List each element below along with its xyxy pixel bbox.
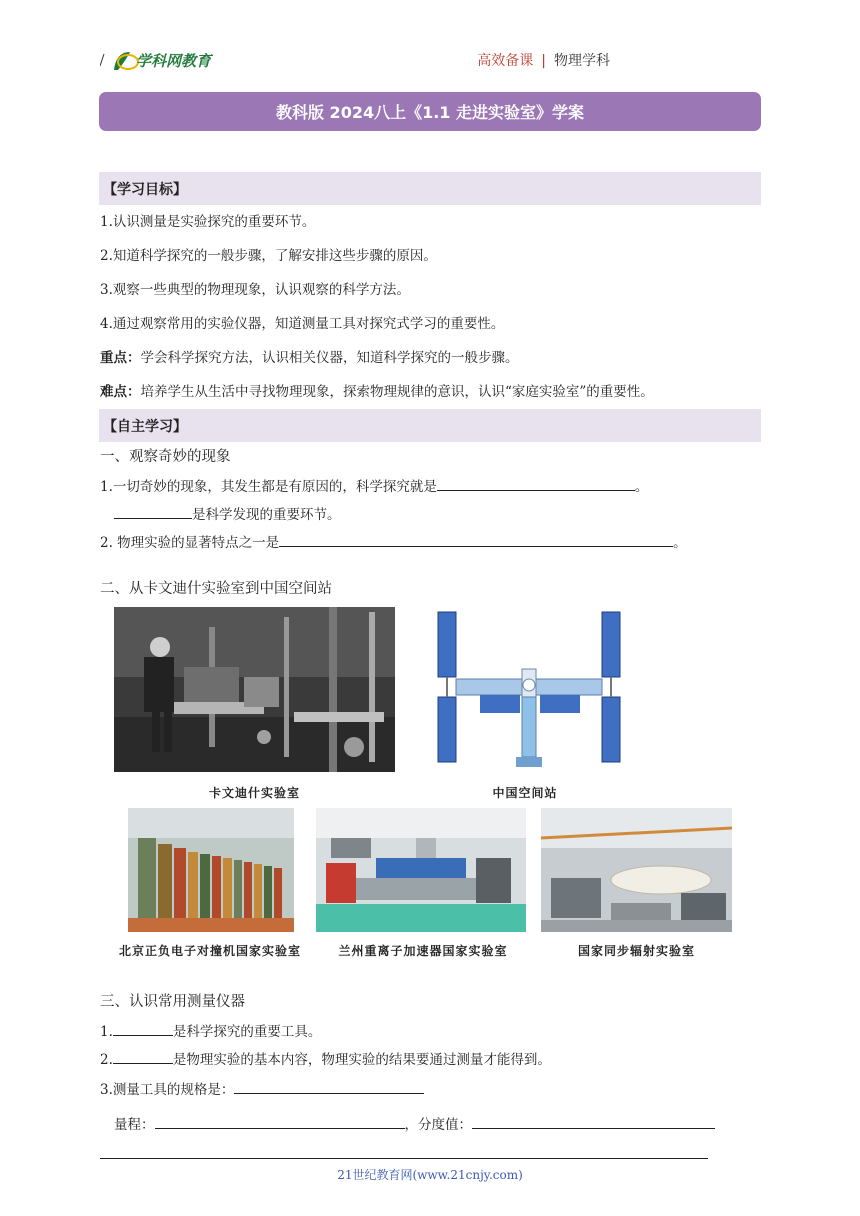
blank-field[interactable]: [279, 532, 673, 547]
caption-synchrotron: 国家同步辐射实验室: [577, 944, 695, 958]
lanzhou-accelerator-photo: [316, 808, 526, 932]
header-tag-1: 高效备课: [477, 53, 534, 69]
division-label: ，分度值：: [404, 1117, 472, 1133]
question-3-1-text: 是科学探究的重要工具。: [172, 1024, 322, 1040]
footer-link[interactable]: 21世纪教育网(www.21cnjy.com): [337, 1168, 523, 1182]
header-separator: |: [541, 53, 546, 69]
question-1b: [114, 504, 341, 525]
synchrotron-lab-photo: [541, 808, 732, 932]
question-2-end: 。: [673, 535, 687, 551]
cavendish-lab-photo: [114, 607, 395, 772]
question-3-1-number: 1.: [100, 1024, 113, 1040]
section-heading-goals: 【学习目标】: [99, 172, 761, 205]
key-point: [100, 348, 519, 368]
question-3-2: [100, 1049, 551, 1070]
header-tags: [477, 50, 610, 70]
question-2-text: 2. 物理实验的显著特点之一是: [100, 535, 280, 551]
section-heading-self-study: 【自主学习】: [99, 409, 761, 442]
question-3-2-number: 2.: [100, 1052, 113, 1068]
logo: [100, 46, 220, 74]
question-3-2-text: 是物理实验的基本内容，物理实验的结果要通过测量才能得到。: [172, 1052, 551, 1068]
difficult-point: [100, 382, 654, 402]
caption-cavendish: 卡文迪什实验室: [208, 786, 300, 800]
caption-station: 中国空间站: [492, 786, 558, 800]
goal-item-1: 1.认识测量是实验探究的重要环节。: [100, 214, 316, 230]
part2-title: 二、从卡文迪什实验室到中国空间站: [100, 581, 332, 597]
goal-item-2: 2.知道科学探究的一般步骤，了解安排这些步骤的原因。: [100, 248, 437, 264]
page-title: 教科版 2024八上《1.1 走进实验室》学案: [99, 92, 761, 131]
difficult-point-text: 培养学生从生活中寻找物理现象，探索物理规律的意识，认识“家庭实验室”的重要性。: [140, 384, 654, 400]
blank-field[interactable]: [114, 504, 192, 519]
range-and-division: [114, 1114, 715, 1135]
range-label: 量程：: [114, 1117, 155, 1133]
question-1a-text: 1.一切奇妙的现象，其发生都是有原因的，科学探究就是: [100, 479, 437, 495]
footer-divider: [100, 1158, 708, 1159]
goal-item-3: 3.观察一些典型的物理现象，认识观察的科学方法。: [100, 282, 410, 298]
header-tag-2: 物理学科: [554, 53, 610, 69]
difficult-point-label: 难点：: [100, 384, 141, 400]
blank-field[interactable]: [234, 1079, 424, 1094]
question-1b-text: 是科学发现的重要环节。: [192, 507, 341, 523]
blank-field[interactable]: [437, 476, 635, 491]
question-3-1: [100, 1021, 321, 1042]
goal-item-4: 4.通过观察常用的实验仪器，知道测量工具对探究式学习的重要性。: [100, 316, 505, 332]
question-3-3: [100, 1079, 424, 1100]
caption-lanzhou: 兰州重离子加速器国家实验室: [338, 944, 508, 958]
logo-text: 学科网教育: [136, 52, 212, 70]
space-station-image: [430, 607, 630, 772]
question-1a-end: 。: [634, 479, 649, 495]
caption-beijing: 北京正负电子对撞机国家实验室: [118, 944, 301, 958]
range-blank[interactable]: [155, 1114, 405, 1129]
blank-field[interactable]: [113, 1021, 173, 1036]
question-3-3-text: 3.测量工具的规格是：: [100, 1082, 235, 1098]
part1-title: 一、观察奇妙的现象: [100, 449, 231, 465]
blank-field[interactable]: [113, 1049, 173, 1064]
question-1a: [100, 476, 648, 497]
beijing-collider-photo: [128, 808, 294, 932]
key-point-text: 学会科学探究方法，认识相关仪器，知道科学探究的一般步骤。: [140, 350, 519, 366]
part3-title: 三、认识常用测量仪器: [100, 994, 245, 1010]
question-2: [100, 532, 687, 553]
key-point-label: 重点：: [100, 350, 141, 366]
division-blank[interactable]: [472, 1114, 715, 1129]
